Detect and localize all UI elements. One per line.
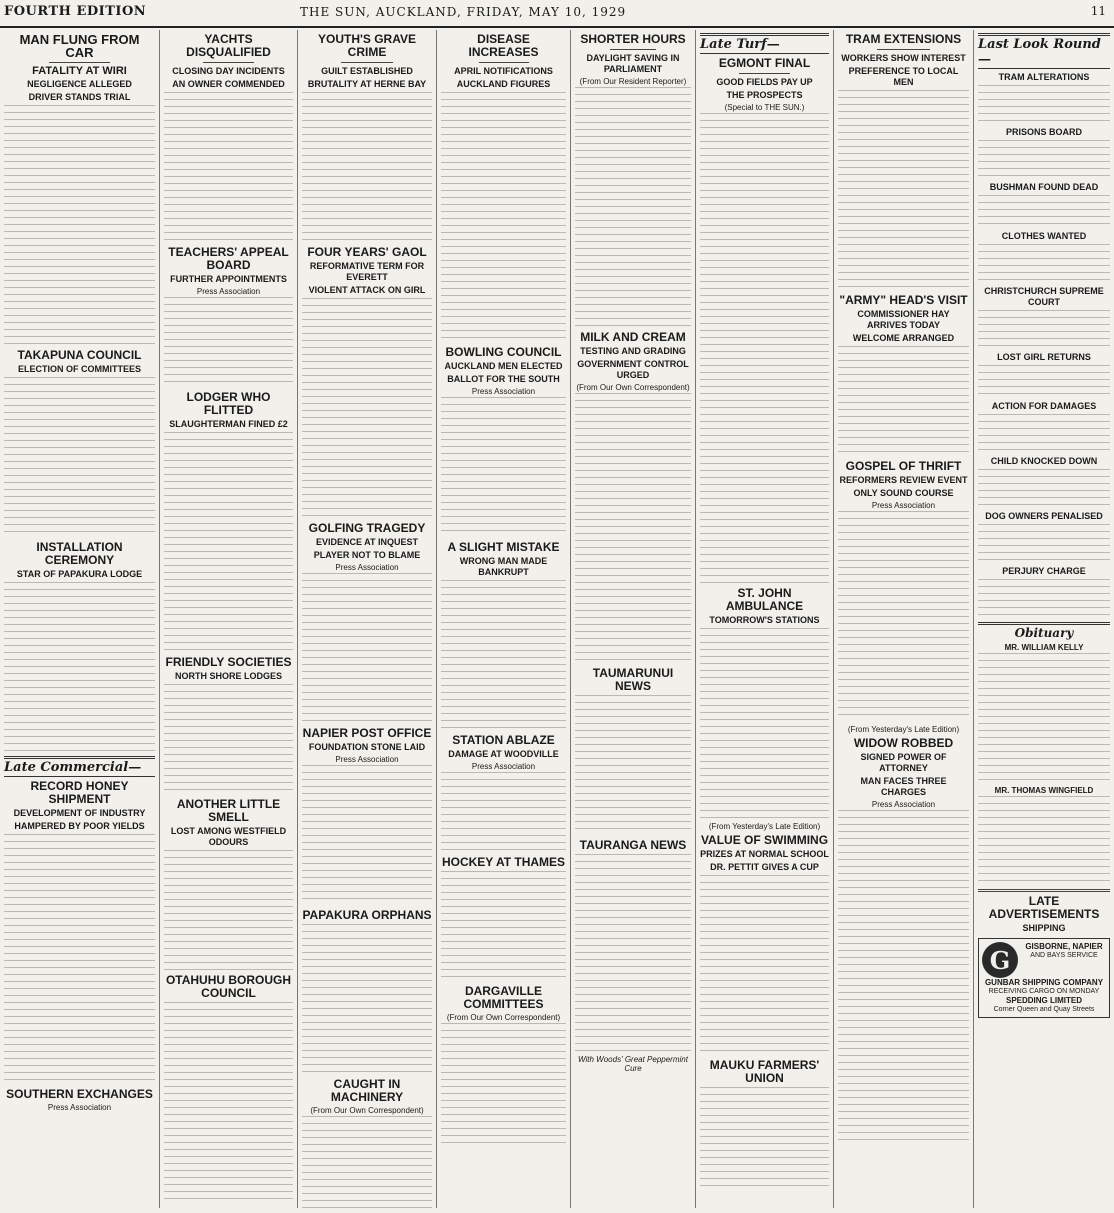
column-6 <box>696 30 834 1208</box>
subheading: WRONG MAN MADE BANKRUPT <box>459 556 548 577</box>
headline: MAUKU FARMERS' UNION <box>709 1058 820 1085</box>
article-exchanges <box>4 1088 155 1112</box>
column-8 <box>974 30 1114 1208</box>
article-otahuhu <box>164 974 293 1202</box>
headline: YOUTH'S GRAVE CRIME <box>318 32 416 59</box>
article-hockey <box>441 856 566 981</box>
obituary-name: MR. THOMAS WINGFIELD <box>994 786 1094 795</box>
subheading: NEGLIGENCE ALLEGED <box>27 79 132 89</box>
masthead <box>0 0 1114 28</box>
article-machinery <box>302 1078 432 1208</box>
ad-line: AND BAYS SERVICE <box>1030 952 1098 959</box>
headline: LODGER WHO FLITTED <box>186 390 271 417</box>
subheading: DAMAGE AT WOODVILLE <box>448 749 559 759</box>
article-body <box>164 850 293 970</box>
headline: FOUR YEARS' GAOL <box>307 245 427 259</box>
subheading: PLAYER NOT TO BLAME <box>313 550 421 560</box>
headline: FRIENDLY SOCIETIES <box>165 655 292 669</box>
page-number: 11 <box>1090 4 1106 18</box>
article-installation <box>4 541 155 752</box>
headline: ST. JOHN AMBULANCE <box>725 586 804 613</box>
headline: WIDOW ROBBED <box>853 736 954 750</box>
byline: Press Association <box>196 287 261 296</box>
article-smell <box>164 798 293 970</box>
article-milk <box>575 331 691 663</box>
subheading: STAR OF PAPAKURA LODGE <box>16 569 143 579</box>
article-shorter-hours <box>575 33 691 327</box>
headline: PAPAKURA ORPHANS <box>302 908 432 922</box>
brief-heading: CLOTHES WANTED <box>1001 231 1087 241</box>
byline: Press Association <box>871 800 936 809</box>
company-logo: G <box>982 942 1018 978</box>
article-yachts <box>164 33 293 242</box>
brief-body <box>978 524 1110 564</box>
article-gaol <box>302 246 432 518</box>
article-takapuna <box>4 349 155 537</box>
article-body <box>302 765 432 905</box>
ad-line: SPEDDING LIMITED <box>1005 996 1082 1005</box>
headline: OTAHUHU BOROUGH COUNCIL <box>165 973 292 1000</box>
column-2 <box>160 30 298 1208</box>
article-body <box>700 628 829 818</box>
brief-body <box>978 244 1110 284</box>
section-obituary: Obituary <box>978 622 1110 640</box>
subheading: PRIZES AT NORMAL SCHOOL <box>700 849 829 859</box>
byline: (Special to THE SUN.) <box>724 103 805 112</box>
ad-line: GISBORNE, NAPIER <box>1025 942 1103 951</box>
headline: VALUE OF SWIMMING <box>700 833 829 847</box>
article-egmont <box>700 57 829 583</box>
article-disease <box>441 33 566 342</box>
subheading: WORKERS SHOW INTEREST <box>841 53 966 63</box>
brief-heading: CHILD KNOCKED DOWN <box>990 456 1098 466</box>
article-body <box>441 397 566 537</box>
section-late-turf: Late Turf— <box>700 33 829 54</box>
subheading: GOVERNMENT CONTROL URGED <box>577 359 689 380</box>
headline: YACHTS DISQUALIFIED <box>186 32 271 59</box>
brief-body <box>978 579 1110 619</box>
subheading: DEVELOPMENT OF INDUSTRY <box>13 808 146 818</box>
article-body <box>4 834 155 1084</box>
brief-heading: DOG OWNERS PENALISED <box>985 511 1103 521</box>
headline: MAN FLUNG FROM CAR <box>19 32 140 60</box>
brief-heading: CHRISTCHURCH SUPREME COURT <box>984 286 1104 307</box>
subheading: CLOSING DAY INCIDENTS <box>172 66 285 76</box>
subheading: REFORMATIVE TERM FOR EVERETT <box>309 261 425 282</box>
headline: MILK AND CREAM <box>580 330 686 344</box>
headline: TAKAPUNA COUNCIL <box>17 348 142 362</box>
subheading: ONLY SOUND COURSE <box>853 488 954 498</box>
article-thrift <box>838 460 969 721</box>
subheading: BALLOT FOR THE SOUTH <box>447 374 560 384</box>
subheading: VIOLENT ATTACK ON GIRL <box>308 285 426 295</box>
article-body <box>302 298 432 518</box>
article-tauranga <box>575 839 691 1073</box>
subheading: AN OWNER COMMENDED <box>172 79 285 89</box>
brief-heading: TRAM ALTERATIONS <box>998 72 1090 82</box>
article-body <box>575 854 691 1054</box>
article-body <box>441 871 566 981</box>
obituary-body <box>978 796 1110 886</box>
subheading: EVIDENCE AT INQUEST <box>315 537 418 547</box>
subheading: SIGNED POWER OF ATTORNEY <box>860 752 947 773</box>
subheading: APRIL NOTIFICATIONS <box>454 66 553 76</box>
subheading: FATALITY AT WIRI <box>32 65 127 77</box>
subheading: REFORMERS REVIEW EVENT <box>839 475 968 485</box>
headline: INSTALLATION CEREMONY <box>36 540 123 567</box>
article-widow <box>838 725 969 1140</box>
byline: (From Our Own Correspondent) <box>576 383 690 392</box>
subheading: HAMPERED BY POOR YIELDS <box>14 821 145 831</box>
article-teachers <box>164 246 293 387</box>
article-body <box>700 113 829 583</box>
article-friendly <box>164 656 293 794</box>
headline: DISEASE INCREASES <box>468 32 539 59</box>
column-4 <box>437 30 571 1208</box>
article-dargaville <box>441 985 566 1143</box>
subheading: DRIVER STANDS TRIAL <box>28 92 131 102</box>
article-body <box>164 432 293 652</box>
headline: DARGAVILLE COMMITTEES <box>463 984 544 1011</box>
article-body <box>164 1002 293 1202</box>
article-golfing <box>302 522 432 723</box>
article-body <box>441 92 566 342</box>
article-army <box>838 294 969 456</box>
ad-line: Corner Queen and Quay Streets <box>993 1006 1095 1013</box>
subheading: WELCOME ARRANGED <box>852 333 955 343</box>
brief-body <box>978 85 1110 125</box>
article-body <box>441 772 566 852</box>
subheading: DAYLIGHT SAVING IN PARLIAMENT <box>586 53 680 74</box>
column-7 <box>834 30 974 1208</box>
subheading: AUCKLAND MEN ELECTED <box>444 361 563 371</box>
article-lodger <box>164 391 293 652</box>
article-mauku <box>700 1059 829 1187</box>
article-orphans <box>302 909 432 1074</box>
byline: Press Association <box>471 387 536 396</box>
article-body <box>575 393 691 663</box>
article-body <box>4 105 155 345</box>
ad-line: GUNBAR SHIPPING COMPANY <box>984 978 1104 987</box>
subheading: NORTH SHORE LODGES <box>174 671 282 681</box>
brief-body <box>978 414 1110 454</box>
subheading: PREFERENCE TO LOCAL MEN <box>848 66 959 87</box>
verse-line: With Woods' Great Peppermint Cure <box>578 1055 688 1073</box>
article-body <box>302 92 432 242</box>
brief-body <box>978 195 1110 229</box>
article-swimming <box>700 822 829 1055</box>
byline: (From Our Own Correspondent) <box>310 1106 424 1115</box>
subheading: TOMORROW'S STATIONS <box>709 615 820 625</box>
article-bowling <box>441 346 566 537</box>
article-body <box>302 573 432 723</box>
headline: EGMONT FINAL <box>718 56 811 70</box>
headline: CAUGHT IN MACHINERY <box>330 1077 404 1104</box>
byline: Press Association <box>471 762 536 771</box>
subheading: DR. PETTIT GIVES A CUP <box>710 862 819 872</box>
subheading: THE PROSPECTS <box>726 90 803 100</box>
headline: TAUMARUNUI NEWS <box>592 666 674 693</box>
article-body <box>575 87 691 327</box>
article-body <box>302 924 432 1074</box>
subheading: COMMISSIONER HAY ARRIVES TODAY <box>857 309 950 330</box>
byline: Press Association <box>335 563 399 572</box>
byline: (From Yesterday's Late Edition) <box>708 822 821 831</box>
subheading: TESTING AND GRADING <box>580 346 686 356</box>
section-shipping: SHIPPING <box>1022 923 1066 933</box>
byline: Press Association <box>47 1103 112 1112</box>
headline: TEACHERS' APPEAL BOARD <box>168 245 289 272</box>
brief-body <box>978 140 1110 180</box>
article-napier <box>302 727 432 905</box>
edition-label: FOURTH EDITION <box>4 4 147 19</box>
brief-heading: BUSHMAN FOUND DEAD <box>989 182 1099 192</box>
byline: Press Association <box>871 501 936 510</box>
article-body <box>575 695 691 835</box>
subheading: GUILT ESTABLISHED <box>321 66 413 76</box>
article-body <box>838 511 969 721</box>
obituary-body <box>978 653 1110 783</box>
article-st-john <box>700 587 829 818</box>
headline: "ARMY" HEAD'S VISIT <box>839 293 968 307</box>
article-body <box>838 90 969 290</box>
article-body <box>441 580 566 730</box>
article-body <box>4 582 155 752</box>
article-body <box>164 92 293 242</box>
column-1 <box>0 30 160 1208</box>
headline: SHORTER HOURS <box>580 32 686 46</box>
column-5 <box>571 30 696 1208</box>
column-3 <box>298 30 437 1208</box>
byline: (From Our Own Correspondent) <box>446 1013 561 1022</box>
subheading: AUCKLAND FIGURES <box>456 79 551 89</box>
headline: ANOTHER LITTLE SMELL <box>176 797 281 824</box>
subheading: FURTHER APPOINTMENTS <box>170 274 287 284</box>
subheading: GOOD FIELDS PAY UP <box>716 77 813 87</box>
headline: TRAM EXTENSIONS <box>845 32 962 46</box>
article-body <box>164 297 293 387</box>
headline: TAURANGA NEWS <box>579 838 687 852</box>
subheading: LOST AMONG WESTFIELD ODOURS <box>170 826 287 847</box>
article-body <box>302 1116 432 1208</box>
article-body <box>441 1023 566 1143</box>
brief-body <box>978 469 1110 509</box>
article-youth <box>302 33 432 242</box>
headline: GOSPEL OF THRIFT <box>845 459 962 473</box>
ad-line: RECEIVING CARGO ON MONDAY <box>988 988 1100 995</box>
section-last-look: Last Look Round— <box>978 33 1110 69</box>
headline: SOUTHERN EXCHANGES <box>6 1087 153 1101</box>
article-body <box>700 875 829 1055</box>
brief-heading: ACTION FOR DAMAGES <box>991 401 1097 411</box>
headline: HOCKEY AT THAMES <box>441 855 566 869</box>
article-honey <box>4 780 155 1084</box>
article-man-flung <box>4 33 155 345</box>
brief-body <box>978 365 1110 399</box>
brief-heading: LOST GIRL RETURNS <box>997 352 1091 362</box>
headline: STATION ABLAZE <box>452 733 555 747</box>
article-body <box>838 346 969 456</box>
headline: BOWLING COUNCIL <box>445 345 562 359</box>
subheading: ELECTION OF COMMITTEES <box>18 364 141 374</box>
subheading: BRUTALITY AT HERNE BAY <box>307 79 427 89</box>
article-body <box>838 810 969 1140</box>
article-mistake <box>441 541 566 730</box>
brief-heading: PRISONS BOARD <box>1005 127 1082 137</box>
news-briefs <box>978 72 1110 619</box>
article-station <box>441 734 566 852</box>
headline: RECORD HONEY SHIPMENT <box>30 779 129 806</box>
subheading: MAN FACES THREE CHARGES <box>860 776 947 797</box>
headline: GOLFING TRAGEDY <box>308 521 426 535</box>
newspaper-title: THE SUN, AUCKLAND, FRIDAY, MAY 10, 1929 <box>300 5 627 19</box>
byline: (From Yesterday's Late Edition) <box>847 725 960 734</box>
subheading: FOUNDATION STONE LAID <box>308 742 426 752</box>
headline: NAPIER POST OFFICE <box>302 726 432 740</box>
headline: A SLIGHT MISTAKE <box>447 540 560 554</box>
obituary-name: MR. WILLIAM KELLY <box>1004 643 1084 652</box>
byline: (From Our Resident Reporter) <box>579 77 687 86</box>
subheading: SLAUGHTERMAN FINED £2 <box>169 419 288 429</box>
section-late-ads: LATE ADVERTISEMENTS <box>988 894 1100 921</box>
brief-body <box>978 310 1110 350</box>
byline: Press Association <box>335 755 399 764</box>
article-tram <box>838 33 969 290</box>
article-body <box>700 1087 829 1187</box>
brief-heading: PERJURY CHARGE <box>1002 566 1086 576</box>
shipping-ad <box>978 938 1110 1018</box>
section-late-commercial: Late Commercial— <box>4 756 155 777</box>
article-body <box>164 684 293 794</box>
article-taumarunui <box>575 667 691 835</box>
article-body <box>4 377 155 537</box>
